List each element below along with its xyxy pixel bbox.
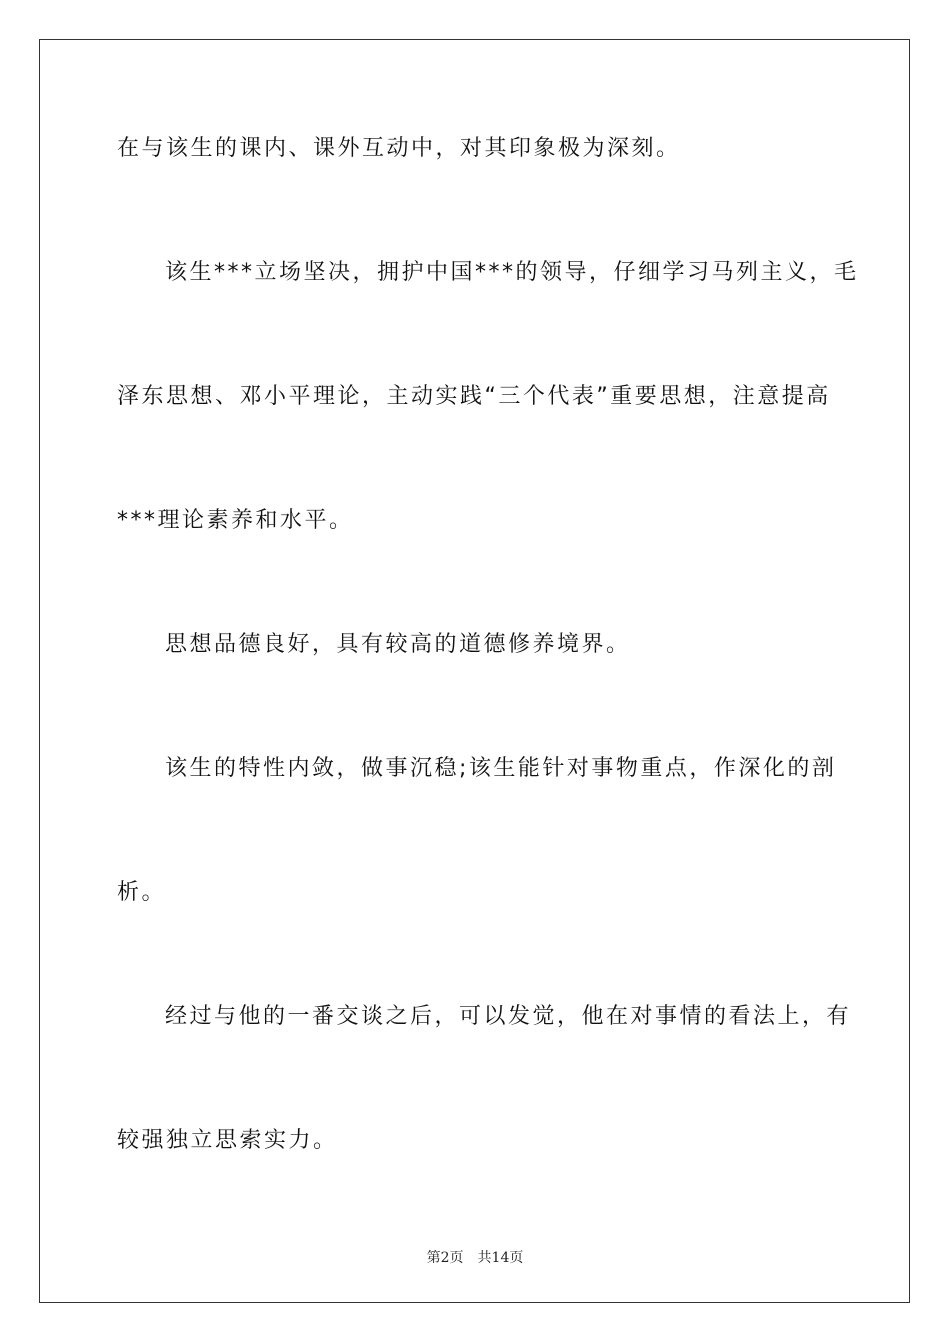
paragraph-line-1: 在与该生的课内、课外互动中，对其印象极为深刻。 bbox=[117, 136, 681, 161]
paragraph-line-9: 较强独立思索实力。 bbox=[117, 1128, 338, 1153]
paragraph-line-7: 析。 bbox=[117, 880, 167, 905]
page-frame bbox=[39, 39, 910, 1303]
paragraph-line-5: 思想品德良好，具有较高的道德修养境界。 bbox=[165, 632, 631, 657]
paragraph-line-6: 该生的特性内敛，做事沉稳;该生能针对事物重点，作深化的剖 bbox=[165, 756, 837, 781]
paragraph-line-2: 该生***立场坚决，拥护中国***的领导，仔细学习马列主义，毛 bbox=[165, 260, 859, 285]
page-number: 第2页 bbox=[426, 1250, 464, 1266]
paragraph-line-3: 泽东思想、邓小平理论，主动实践“三个代表”重要思想，注意提高 bbox=[117, 384, 831, 409]
paragraph-line-8: 经过与他的一番交谈之后，可以发觉，他在对事情的看法上，有 bbox=[165, 1004, 852, 1029]
paragraph-line-4: ***理论素养和水平。 bbox=[117, 508, 354, 533]
page-total: 共14页 bbox=[477, 1250, 524, 1266]
page-footer bbox=[0, 1247, 950, 1267]
